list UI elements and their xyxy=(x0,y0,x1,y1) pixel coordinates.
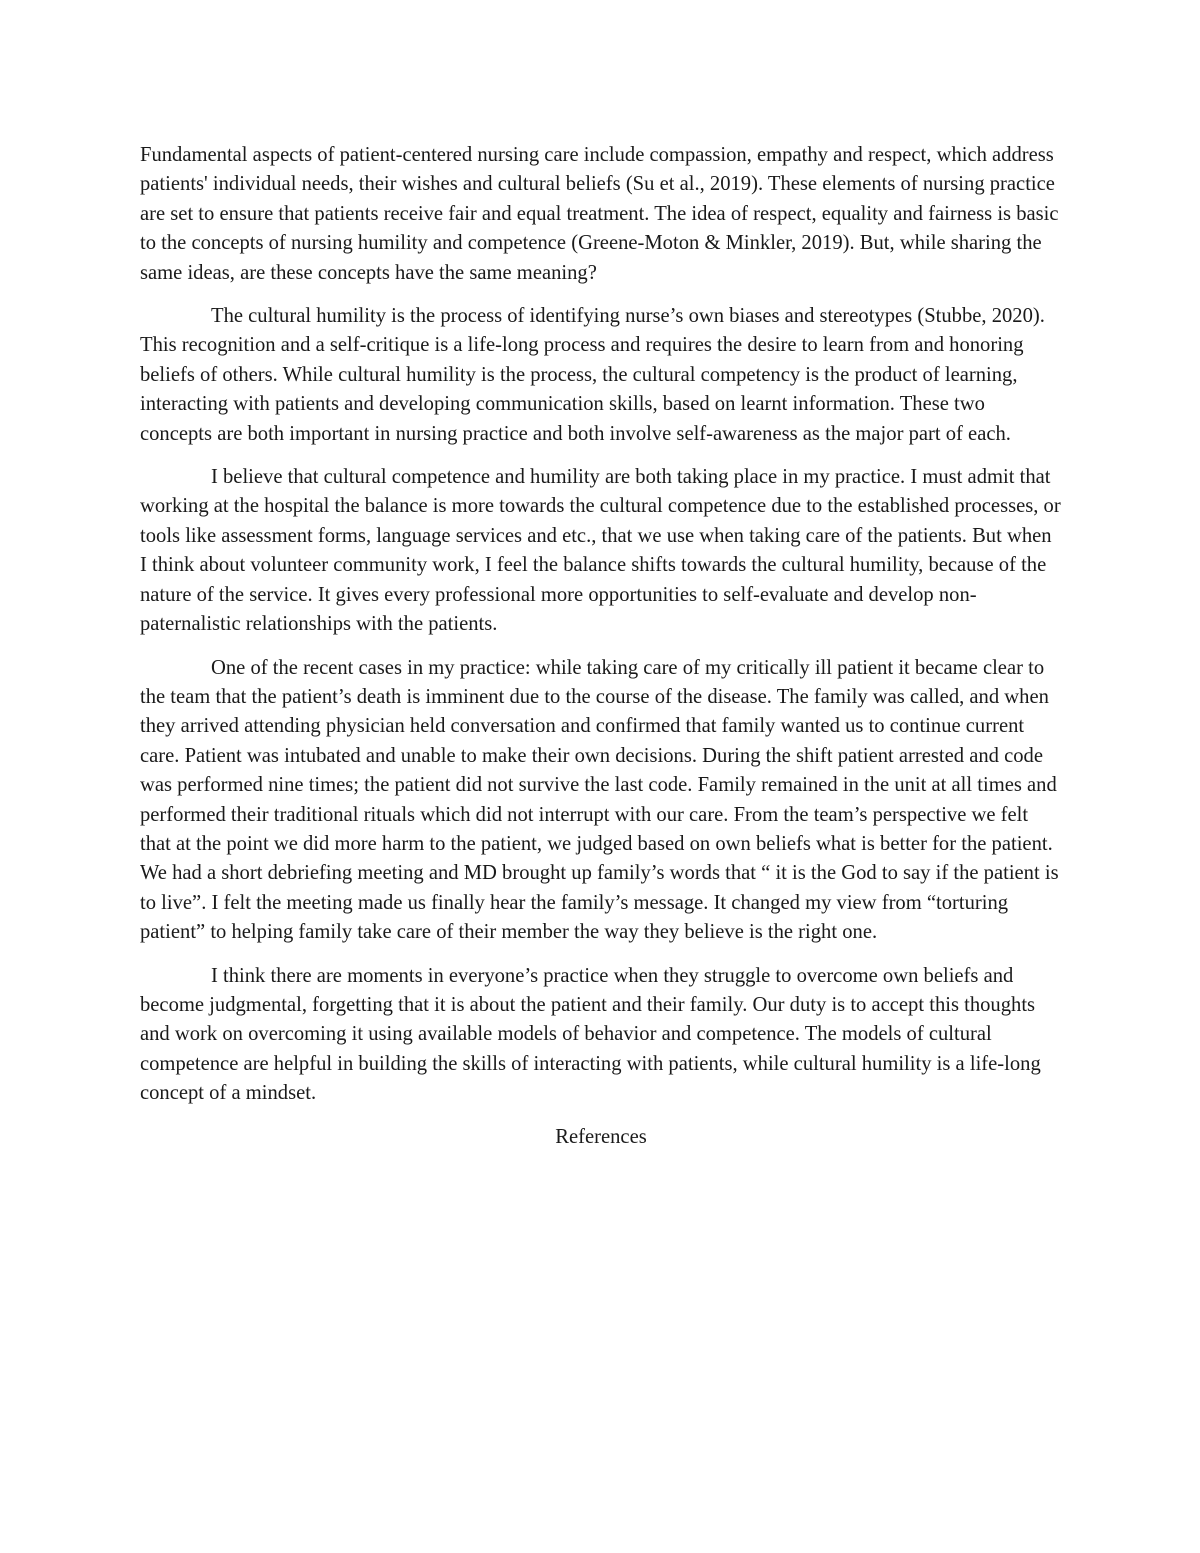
paragraph-conclusion: I think there are moments in everyone’s practice when they struggle to overcome own beliefs and become judgmental, forgetting that it is about the patient and their family. Our duty is to accept this thoughts and work on overcoming it using available models of behavior and competence. The models of cultural competence are helpful in building the skills of interacting with patients, while cultural humility is a life-long concept of a mindset. xyxy=(140,964,1041,1105)
references-heading: References xyxy=(555,1125,647,1148)
document-page xyxy=(140,141,1062,1152)
paragraph-intro: Fundamental aspects of patient-centered nursing care include compassion, empathy and respect, which address patients' individual needs, their wishes and cultural beliefs (Su et al., 2019). These elements of nursing practice are set to ensure that patients receive fair and equal treatment. The idea of respect, equality and fairness is basic to the concepts of nursing humility and competence (Greene-Moton & Minkler, 2019). But, while sharing the same ideas, are these concepts have the same meaning? xyxy=(140,144,1059,284)
paragraph-practice-balance: I believe that cultural competence and humility are both taking place in my practice. I must admit that working at the hospital the balance is more towards the cultural competence due to the established processes, or tools like assessment forms, language services and etc., that we use when taking care of the patients. But when I think about volunteer community work, I feel the balance shifts towards the cultural humility, because of the nature of the service. It gives every professional more opportunities to self-evaluate and develop non-paternalistic relationships with the patients. xyxy=(140,466,1061,636)
paragraph-cultural-humility: The cultural humility is the process of identifying nurse’s own biases and stereotypes (Stubbe, 2020). This recognition and a self-critique is a life-long process and requires the desire to learn from and honoring beliefs of others. While cultural humility is the process, the cultural competency is the product of learning, interacting with patients and developing communication skills, based on learnt information. These two concepts are both important in nursing practice and both involve self-awareness as the major part of each. xyxy=(140,305,1045,445)
paragraph-case-study: One of the recent cases in my practice: while taking care of my critically ill patient it became clear to the team that the patient’s death is imminent due to the course of the disease. The family was called, and when they arrived attending physician held conversation and confirmed that family wanted us to continue current care. Patient was intubated and unable to make their own decisions. During the shift patient arrested and code was performed nine times; the patient did not survive the last code. Family remained in the unit at all times and performed their traditional rituals which did not interrupt with our care. From the team’s perspective we felt that at the point we did more harm to the patient, we judged based on own beliefs what is better for the patient. We had a short debriefing meeting and MD brought up family’s words that “ it is the God to say if the patient is to live”. I felt the meeting made us finally hear the family’s message. It changed my view from “torturing patient” to helping family take care of their member the way they believe is the right one. xyxy=(140,656,1059,944)
